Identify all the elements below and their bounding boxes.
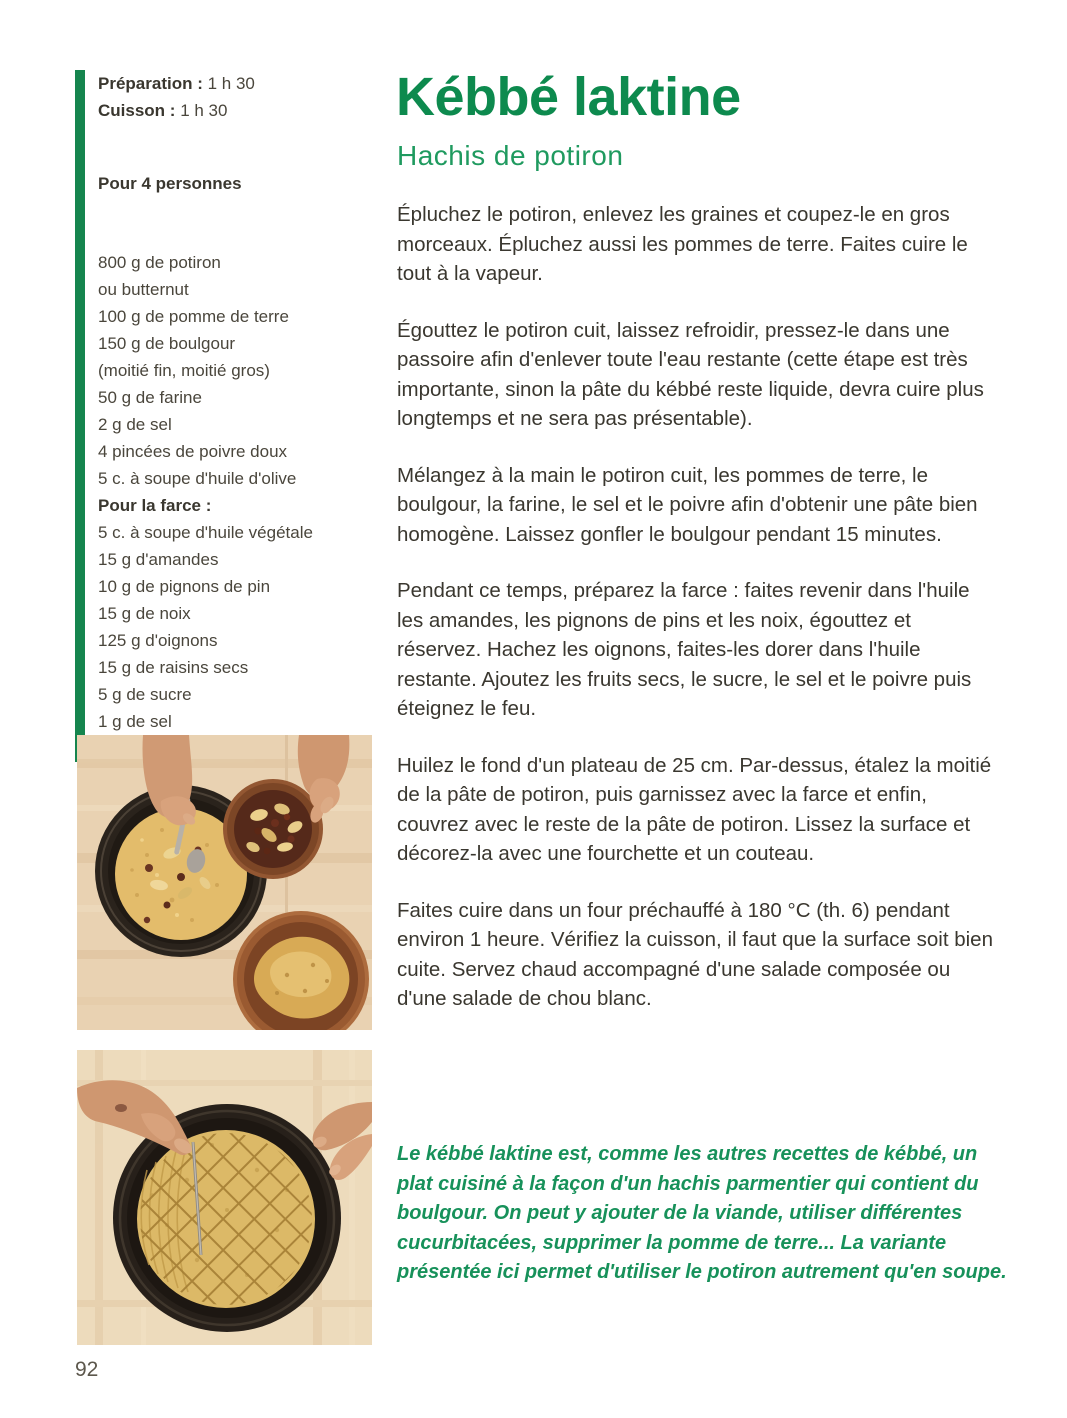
- page-title: Kébbé laktine: [396, 67, 741, 127]
- recipe-step: Pendant ce temps, préparez la farce : faites revenir dans l'huile les amandes, les pignons de pins et les noix, égouttez et réservez. Hachez les oignons, faites-les dorer dans l'huile restante. Ajoutez les fruits secs, le sucre, le sel et le poivre puis éteignez le feu.: [397, 579, 972, 720]
- recipe-step: Faites cuire dans un four préchauffé à 180 °C (th. 6) pendant environ 1 heure. Vérifiez la cuisson, il faut que la surface soit bien cuite. Servez chaud accompagné d'une salade composée ou d'une salade de chou blanc.: [397, 898, 993, 1010]
- farce-bowl: [225, 781, 321, 877]
- farce-ingredient-list: [98, 519, 375, 762]
- ingredient-item: 1 g de sel: [98, 712, 172, 731]
- recipe-step: Mélangez à la main le potiron cuit, les pommes de terre, le boulgour, la farine, le sel et le poivre afin d'obtenir une pâte bien homogène. Laissez gonfler le boulgour pendant 15 minutes.: [397, 463, 978, 546]
- ingredient-item: 5 c. à soupe d'huile d'olive: [98, 469, 297, 488]
- ingredient-item: 150 g de boulgour: [98, 334, 236, 353]
- ingredient-item: 50 g de farine: [98, 388, 202, 407]
- ingredient-item: 100 g de pomme de terre: [98, 307, 289, 326]
- ingredient-item: ou butternut: [98, 280, 189, 299]
- recipe-steps: [397, 200, 997, 1041]
- ingredient-item: (moitié fin, moitié gros): [98, 361, 270, 380]
- photo-step-scoring-illustration: [77, 1050, 372, 1345]
- ingredient-item: 15 g d'amandes: [98, 550, 219, 569]
- ingredient-item: 2 g de sel: [98, 415, 172, 434]
- ingredient-item: 5 c. à soupe d'huile végétale: [98, 523, 313, 542]
- page-subtitle: Hachis de potiron: [397, 140, 624, 171]
- recipe-step: Égouttez le potiron cuit, laissez refroidir, pressez-le dans une passoire afin d'enlever toute l'eau restante (cette étape est très importante, sinon la pâte du kébbé reste liquide, devra cuire plus longtemps et ne sera pas présentable).: [397, 318, 984, 430]
- prep-time-label: Préparation :: [98, 74, 203, 93]
- recipe-note: Le kébbé laktine est, comme les autres recettes de kébbé, un plat cuisiné à la façon d'un hachis parmentier qui contient du boulgour. On peut y ajouter de la viande, utiliser différentes cucurbitacées, supprimer la pomme de terre... La variante présentée ici permet d'utiliser le potiron autrement qu'en soupe.: [397, 1143, 1007, 1283]
- photo-step-filling-illustration: [77, 735, 372, 1030]
- ingredients-sidebar: [75, 70, 375, 762]
- ingredient-item: 5 g de sucre: [98, 685, 192, 704]
- ingredient-item: 15 g de noix: [98, 604, 191, 623]
- cook-time-value: 1 h 30: [180, 101, 228, 120]
- photo-step-filling: [77, 735, 372, 1030]
- page-number: 92: [75, 1358, 99, 1381]
- ingredient-item: 125 g d'oignons: [98, 631, 218, 650]
- photo-step-scoring: [77, 1050, 372, 1345]
- recipe-step: Huilez le fond d'un plateau de 25 cm. Par-dessus, étalez la moitié de la pâte de potiron, puis garnissez avec la farce et enfin, couvrez avec le reste de la pâte de potiron. Lissez la surface et décorez-la avec une fourchette et un couteau.: [397, 753, 992, 865]
- prep-time: [98, 70, 375, 97]
- farce-section-header: Pour la farce :: [98, 496, 212, 515]
- ingredient-list: [98, 249, 375, 492]
- dough-bowl: [235, 913, 367, 1030]
- recipe-step: Épluchez le potiron, enlevez les graines et coupez-le en gros morceaux. Épluchez aussi les pommes de terre. Faites cuire le tout à la vapeur.: [397, 203, 968, 285]
- prep-time-value: 1 h 30: [207, 74, 255, 93]
- servings-label: Pour 4 personnes: [98, 174, 242, 193]
- ingredient-item: 10 g de pignons de pin: [98, 577, 271, 596]
- cook-time-label: Cuisson :: [98, 101, 176, 120]
- ingredient-item: 4 pincées de poivre doux: [98, 442, 288, 461]
- ingredient-item: 800 g de potiron: [98, 253, 221, 272]
- ingredient-item: 15 g de raisins secs: [98, 658, 249, 677]
- cook-time: [98, 97, 375, 124]
